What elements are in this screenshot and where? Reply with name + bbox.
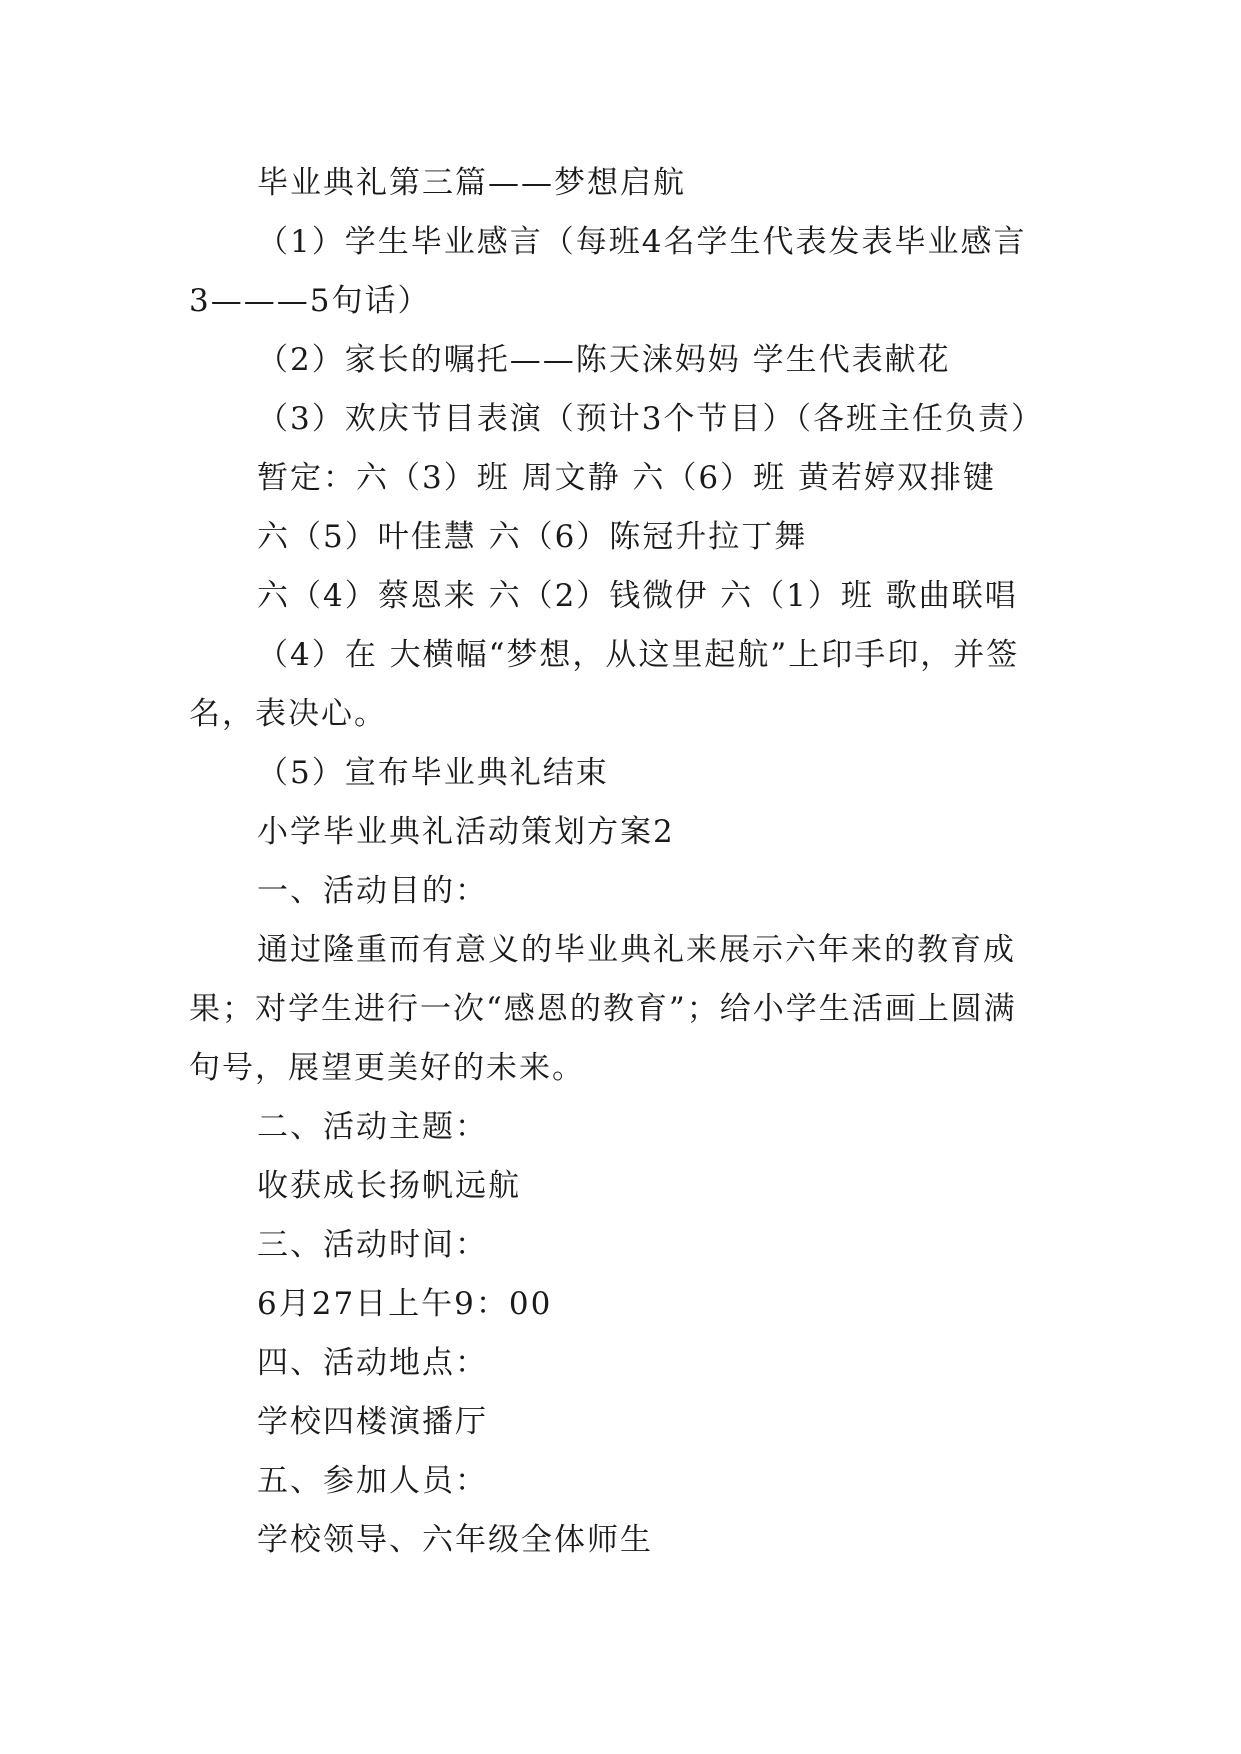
paragraph-line: （5）宣布毕业典礼结束 [257,755,609,791]
paragraph-line: 暂定：六（3）班 周文静 六（6）班 黄若婷双排键 [257,460,997,496]
paragraph-line: 收获成长扬帆远航 [257,1168,521,1204]
paragraph-line: 3———5句话） [189,283,431,319]
document-title: 小学毕业典礼活动策划方案2 [257,814,675,850]
section-heading: 三、活动时间： [257,1227,488,1263]
paragraph-line: （3）欢庆节目表演（预计3个节目）（各班主任负责） [257,401,1044,437]
section-heading: 五、参加人员： [257,1463,488,1499]
section-heading: 四、活动地点： [257,1345,488,1381]
paragraph-line: 六（5）叶佳慧 六（6）陈冠升拉丁舞 [257,519,808,555]
paragraph-line: 学校四楼演播厅 [257,1404,488,1440]
paragraph-line: 名，表决心。 [189,696,387,732]
paragraph-line: 六（4）蔡恩来 六（2）钱微伊 六（1）班 歌曲联唱 [257,578,1018,614]
paragraph-line: 6月27日上午9：00 [257,1286,553,1322]
section-heading: 一、活动目的： [257,873,488,909]
paragraph-line: 学校领导、六年级全体师生 [257,1522,653,1558]
paragraph-line: （2）家长的嘱托——陈天涞妈妈 学生代表献花 [257,342,951,378]
paragraph-line: 句号，展望更美好的未来。 [189,1050,585,1086]
paragraph-line: （4）在 大横幅“梦想，从这里起航”上印手印，并签 [257,637,1020,673]
paragraph-line: 通过隆重而有意义的毕业典礼来展示六年来的教育成 [257,932,1016,968]
section-heading: 二、活动主题： [257,1109,488,1145]
paragraph-line: 果；对学生进行一次“感恩的教育”；给小学生活画上圆满 [189,991,1017,1027]
paragraph-line: （1）学生毕业感言（每班4名学生代表发表毕业感言 [257,224,1027,260]
section-heading: 毕业典礼第三篇——梦想启航 [257,165,686,201]
